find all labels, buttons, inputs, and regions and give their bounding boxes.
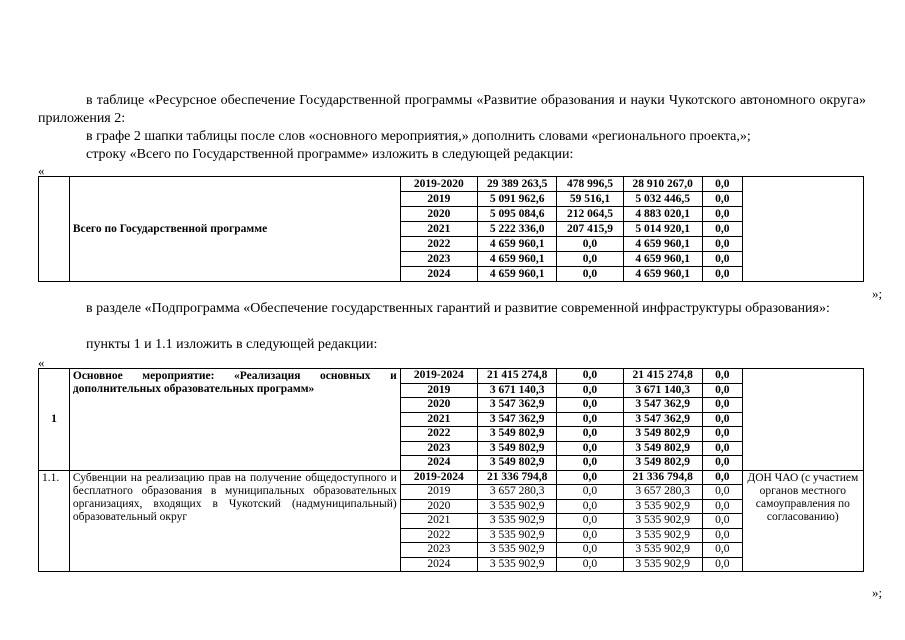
federal-cell: 0,0 [557,557,623,572]
regional-cell: 21 336 794,8 [623,470,702,485]
item-number-cell: 1 [39,369,70,471]
regional-cell: 3 671 140,3 [623,383,702,398]
regional-cell: 21 415 274,8 [623,369,702,384]
responsible-cell: ДОН ЧАО (с участием органов местного самоуправления по согласованию) [742,470,863,572]
item-name-cell: Субвенции на реализацию прав на получение общедоступного и бесплатного образования в муниципальных образовательных организациях, входящих в Чукотский (надмуниципальный) образовательный округ [69,470,400,572]
total-cell: 21 415 274,8 [477,369,556,384]
federal-cell: 0,0 [557,543,623,558]
other-cell: 0,0 [702,222,742,237]
other-cell: 0,0 [702,528,742,543]
total-cell: 3 549 802,9 [477,456,556,471]
federal-cell: 0,0 [557,398,623,413]
year-cell: 2021 [400,514,477,529]
regional-cell: 3 549 802,9 [623,456,702,471]
year-cell: 2022 [400,528,477,543]
other-cell: 0,0 [702,412,742,427]
federal-cell: 0,0 [557,267,623,282]
year-cell: 2023 [400,543,477,558]
federal-cell: 212 064,5 [557,207,623,222]
federal-cell: 0,0 [557,528,623,543]
regional-cell: 28 910 267,0 [623,177,702,192]
close-quote-1: »; [872,286,883,301]
table-row [39,177,864,192]
year-cell: 2021 [400,222,477,237]
intro-paragraph-2: в графе 2 шапки таблицы после слов «основного мероприятия,» дополнить словами «регионального проекта,»; [86,129,751,144]
regional-cell: 3 535 902,9 [623,543,702,558]
intro-paragraph-1: в таблице «Ресурсное обеспечение Государственной программы «Развитие образования и науки Чукотского автономного округа» приложения 2: [38,93,866,126]
year-cell: 2022 [400,427,477,442]
year-cell: 2023 [400,441,477,456]
regional-cell: 3 547 362,9 [623,398,702,413]
other-cell: 0,0 [702,177,742,192]
total-cell: 3 657 280,3 [477,485,556,500]
total-cell: 3 535 902,9 [477,514,556,529]
responsible-cell [742,369,863,471]
other-cell: 0,0 [702,207,742,222]
other-cell: 0,0 [702,267,742,282]
regional-cell: 3 535 902,9 [623,514,702,529]
item-number-cell [39,177,70,282]
regional-cell: 4 659 960,1 [623,252,702,267]
item-number-cell: 1.1. [39,470,70,572]
year-cell: 2019 [400,485,477,500]
year-cell: 2024 [400,267,477,282]
section2-paragraph-2: пункты 1 и 1.1 изложить в следующей редакции: [86,337,378,352]
other-cell: 0,0 [702,192,742,207]
total-cell: 3 535 902,9 [477,543,556,558]
regional-cell: 4 659 960,1 [623,237,702,252]
other-cell: 0,0 [702,499,742,514]
other-cell: 0,0 [702,369,742,384]
other-cell: 0,0 [702,237,742,252]
other-cell: 0,0 [702,398,742,413]
total-cell: 21 336 794,8 [477,470,556,485]
federal-cell: 0,0 [557,252,623,267]
regional-cell: 3 657 280,3 [623,485,702,500]
federal-cell: 0,0 [557,485,623,500]
year-cell: 2022 [400,237,477,252]
section2-paragraph-1: в разделе «Подпрограмма «Обеспечение государственных гарантий и развитие современной инфраструктуры образования»: [86,301,830,316]
total-cell: 3 535 902,9 [477,499,556,514]
item-name-cell: Основное мероприятие: «Реализация основных и дополнительных образовательных программ» [69,369,400,471]
table-row [39,470,864,485]
regional-cell: 3 549 802,9 [623,441,702,456]
total-cell: 3 671 140,3 [477,383,556,398]
regional-cell: 3 535 902,9 [623,528,702,543]
federal-cell: 0,0 [557,412,623,427]
total-cell: 3 549 802,9 [477,441,556,456]
total-cell: 3 549 802,9 [477,427,556,442]
total-cell: 3 547 362,9 [477,398,556,413]
year-cell: 2024 [400,456,477,471]
year-cell: 2019-2024 [400,369,477,384]
close-quote-2: »; [872,585,883,600]
year-cell: 2019 [400,383,477,398]
intro-paragraph-3: строку «Всего по Государственной программе» изложить в следующей редакции: [86,147,574,162]
regional-cell: 5 014 920,1 [623,222,702,237]
other-cell: 0,0 [702,427,742,442]
regional-cell: 3 535 902,9 [623,499,702,514]
total-cell: 3 535 902,9 [477,557,556,572]
year-cell: 2023 [400,252,477,267]
year-cell: 2019-2024 [400,470,477,485]
table-row [39,369,864,384]
total-cell: 3 547 362,9 [477,412,556,427]
year-cell: 2021 [400,412,477,427]
federal-cell: 478 996,5 [557,177,623,192]
subprogram-table [38,368,864,572]
year-cell: 2020 [400,398,477,413]
total-cell: 5 222 336,0 [477,222,556,237]
year-cell: 2019-2020 [400,177,477,192]
other-cell: 0,0 [702,252,742,267]
total-program-table [38,176,864,282]
other-cell: 0,0 [702,485,742,500]
regional-cell: 3 547 362,9 [623,412,702,427]
regional-cell: 4 659 960,1 [623,267,702,282]
other-cell: 0,0 [702,557,742,572]
open-quote-1: « [38,163,45,178]
total-cell: 29 389 263,5 [477,177,556,192]
federal-cell: 0,0 [557,499,623,514]
federal-cell: 207 415,9 [557,222,623,237]
federal-cell: 0,0 [557,514,623,529]
total-cell: 4 659 960,1 [477,267,556,282]
year-cell: 2024 [400,557,477,572]
federal-cell: 0,0 [557,369,623,384]
total-cell: 5 095 084,6 [477,207,556,222]
year-cell: 2020 [400,207,477,222]
year-cell: 2020 [400,499,477,514]
other-cell: 0,0 [702,441,742,456]
total-cell: 4 659 960,1 [477,237,556,252]
regional-cell: 3 549 802,9 [623,427,702,442]
federal-cell: 0,0 [557,441,623,456]
other-cell: 0,0 [702,470,742,485]
federal-cell: 0,0 [557,470,623,485]
open-quote-2: « [38,355,45,370]
regional-cell: 4 883 020,1 [623,207,702,222]
item-name-cell: Всего по Государственной программе [69,177,400,282]
other-cell: 0,0 [702,456,742,471]
other-cell: 0,0 [702,514,742,529]
total-cell: 4 659 960,1 [477,252,556,267]
other-cell: 0,0 [702,383,742,398]
regional-cell: 3 535 902,9 [623,557,702,572]
total-cell: 3 535 902,9 [477,528,556,543]
other-cell: 0,0 [702,543,742,558]
total-cell: 5 091 962,6 [477,192,556,207]
regional-cell: 5 032 446,5 [623,192,702,207]
responsible-cell [742,177,863,282]
federal-cell: 0,0 [557,383,623,398]
federal-cell: 0,0 [557,456,623,471]
federal-cell: 0,0 [557,237,623,252]
year-cell: 2019 [400,192,477,207]
federal-cell: 0,0 [557,427,623,442]
federal-cell: 59 516,1 [557,192,623,207]
